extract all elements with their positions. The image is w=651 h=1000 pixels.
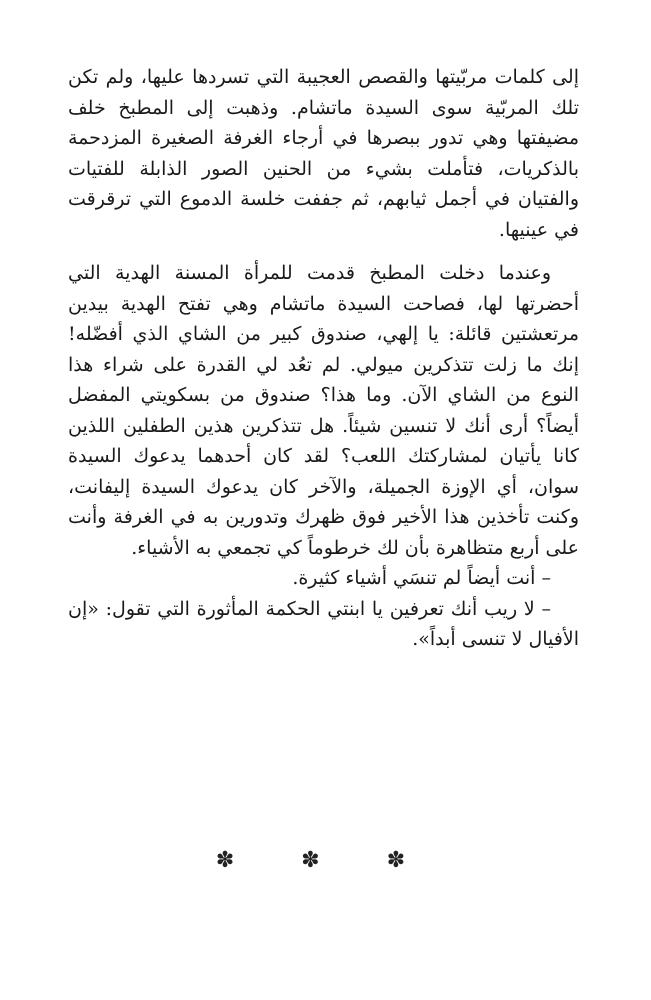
- paragraph-2: وعندما دخلت المطبخ قدمت للمرأة المسنة الهدية التي أحضرتها لها، فصاحت السيدة ماتشام وهي تفتح الهدية بيدين مرتعشتين قائلة: يا إلهي، صندوق كبير من الشاي الذي أفضّله! إنك ما زلت تتذكرين ميولي. لم تعُد لي القدرة على شراء هذا النوع من الشاي الآن. وما هذا؟ صندوق من بسكويتي المفضل أيضاً؟ أرى أنك لا تنسين شيئاً. هل تتذكرين هذين الطفلين اللذين كانا يأتيان لمشاركتك اللعب؟ لقد كان أحدهما يدعوك السيدة سوان، أي الإوزة الجميلة، والآخر كان يدعوك السيدة إليفانت، وكنت تأخذين هذا الأخير فوق ظهرك وتدورين به في الغرفة وأنت على أربع متظاهرة بأن لك خرطوماً كي تجمعي به الأشياء.: [68, 262, 579, 559]
- dialogue-line-2: – لا ريب أنك تعرفين يا ابنتي الحكمة المأثورة التي تقول: «إن الأفيال لا تنسى أبداً».: [68, 597, 579, 650]
- section-separator: ✽ ✽ ✽: [215, 848, 436, 873]
- page-body: [68, 62, 579, 655]
- paragraph-1: إلى كلمات مربّيتها والقصص العجيبة التي تسردها عليها، ولم تكن تلك المربّية سوى السيدة ماتشام. وذهبت إلى المطبخ خلف مضيفتها وهي تدور ببصرها في أرجاء الغرفة الصغيرة المزدحمة بالذكريات، فتأملت بشيء من الحنين الصور الذابلة للفتيات والفتيان في أجمل ثيابهم، ثم جففت خلسة الدموع التي ترقرقت في عينيها.: [68, 66, 579, 241]
- dialogue-line-1: – أنت أيضاً لم تنسَي أشياء كثيرة.: [292, 567, 551, 589]
